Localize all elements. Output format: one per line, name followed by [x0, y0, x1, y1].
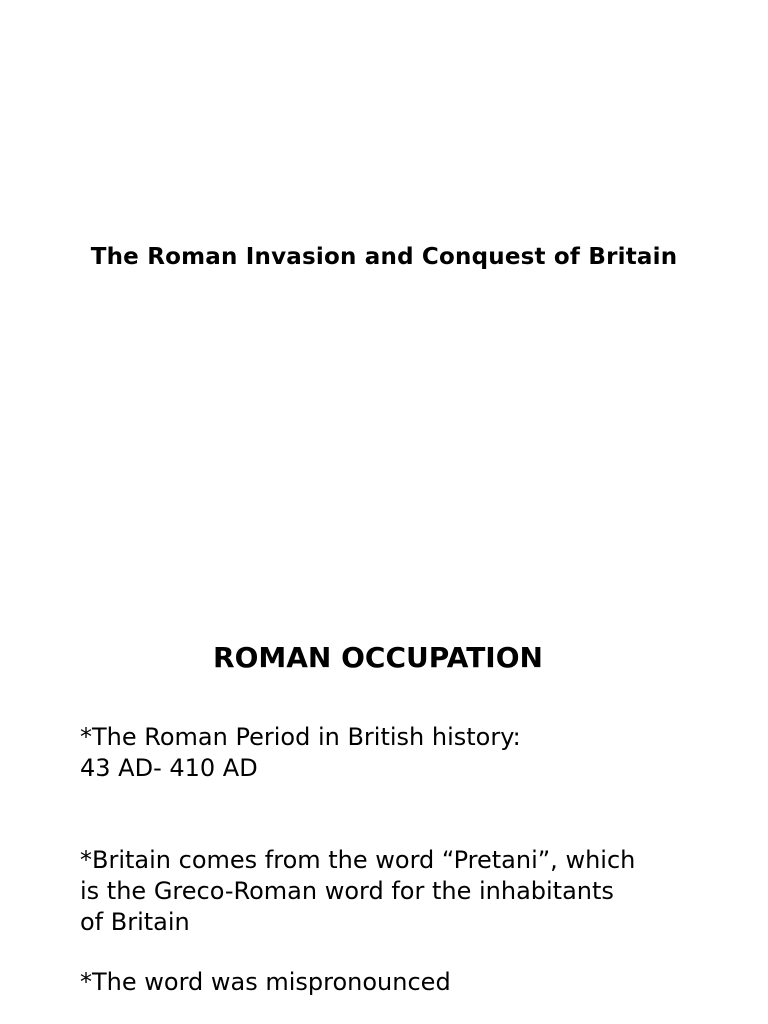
- slide-title: The Roman Invasion and Conquest of Britain: [90, 244, 678, 270]
- paragraph-line: 43 AD- 410 AD: [80, 754, 258, 782]
- paragraph-line: *The word was mispronounced: [80, 968, 451, 996]
- paragraph-line: *The Roman Period in British history:: [80, 723, 521, 751]
- paragraph-pretani: [80, 845, 720, 938]
- paragraph-roman-period: [80, 722, 720, 784]
- paragraph-line: is the Greco-Roman word for the inhabitants: [80, 877, 614, 905]
- section-heading: ROMAN OCCUPATION: [213, 641, 543, 674]
- paragraph-mispronounced: [80, 967, 720, 998]
- paragraph-line: of Britain: [80, 908, 190, 936]
- paragraph-line: *Britain comes from the word “Pretani”, which: [80, 846, 636, 874]
